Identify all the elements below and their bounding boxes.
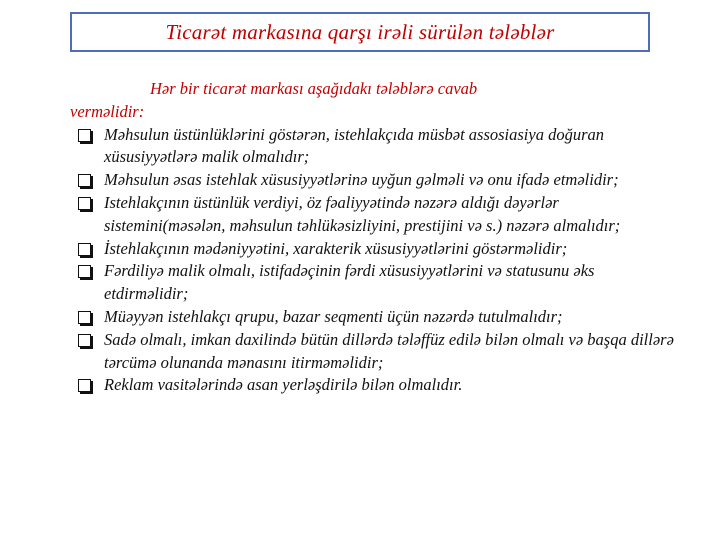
list-item xyxy=(78,374,680,397)
list-item-text: Müəyyən istehlakçı qrupu, bazar seqmenti üçün nəzərdə tutulmalıdır; xyxy=(104,306,563,326)
requirements-list xyxy=(80,124,680,398)
checkbox-square-icon xyxy=(78,334,91,347)
checkbox-square-icon xyxy=(78,129,91,142)
list-item-text: Məhsulun əsas istehlak xüsusiyyətlərinə uyğun gəlməli və onu ifadə etməlidir; xyxy=(104,170,619,190)
slide-title: Ticarət markasına qarşı irəli sürülən tələblər xyxy=(165,19,555,44)
list-item-text: Fərdiliyə malik olmalı, istifadəçinin fərdi xüsusiyyətlərini və statusunu əks etdirməlidir; xyxy=(104,261,595,304)
checkbox-square-icon xyxy=(78,174,91,187)
list-item xyxy=(78,169,680,192)
list-item xyxy=(78,192,680,238)
list-item-text: Reklam vasitələrində asan yerləşdirilə bilən olmalıdır. xyxy=(104,375,463,395)
list-item-text: Istehlakçının üstünlük verdiyi, öz fəaliyyətində nəzərə aldığı dəyərlər sistemini(məsələn, məhsulun təhlükəsizliyini, prestijini və s.) nəzərə almalıdır; xyxy=(104,192,621,235)
list-item xyxy=(78,260,680,306)
list-item xyxy=(78,124,680,170)
intro-line-2: verməlidir: xyxy=(70,101,145,121)
checkbox-square-icon xyxy=(78,243,91,256)
checkbox-square-icon xyxy=(78,265,91,278)
list-item xyxy=(78,329,680,375)
intro-paragraph xyxy=(70,78,680,124)
content-area xyxy=(70,78,680,397)
checkbox-square-icon xyxy=(78,197,91,210)
checkbox-square-icon xyxy=(78,311,91,324)
title-frame xyxy=(70,12,650,52)
list-item-text: İstehlakçının mədəniyyətini, xarakterik xüsusiyyətlərini göstərməlidir; xyxy=(104,238,568,258)
intro-line-1: Hər bir ticarət markası aşağıdakı tələblərə cavab xyxy=(150,79,478,98)
list-item-text: Sadə olmalı, imkan daxilində bütün dillərdə tələffüz edilə bilən olmalı və başqa dillərə tərcümə olunanda mənasını itirməməlidir; xyxy=(104,329,674,372)
list-item xyxy=(78,306,680,329)
list-item-text: Məhsulun üstünlüklərini göstərən, istehlakçıda müsbət assosiasiya doğuran xüsusiyyətlərə malik olmalıdır; xyxy=(104,124,605,167)
list-item xyxy=(78,238,680,261)
checkbox-square-icon xyxy=(78,379,91,392)
